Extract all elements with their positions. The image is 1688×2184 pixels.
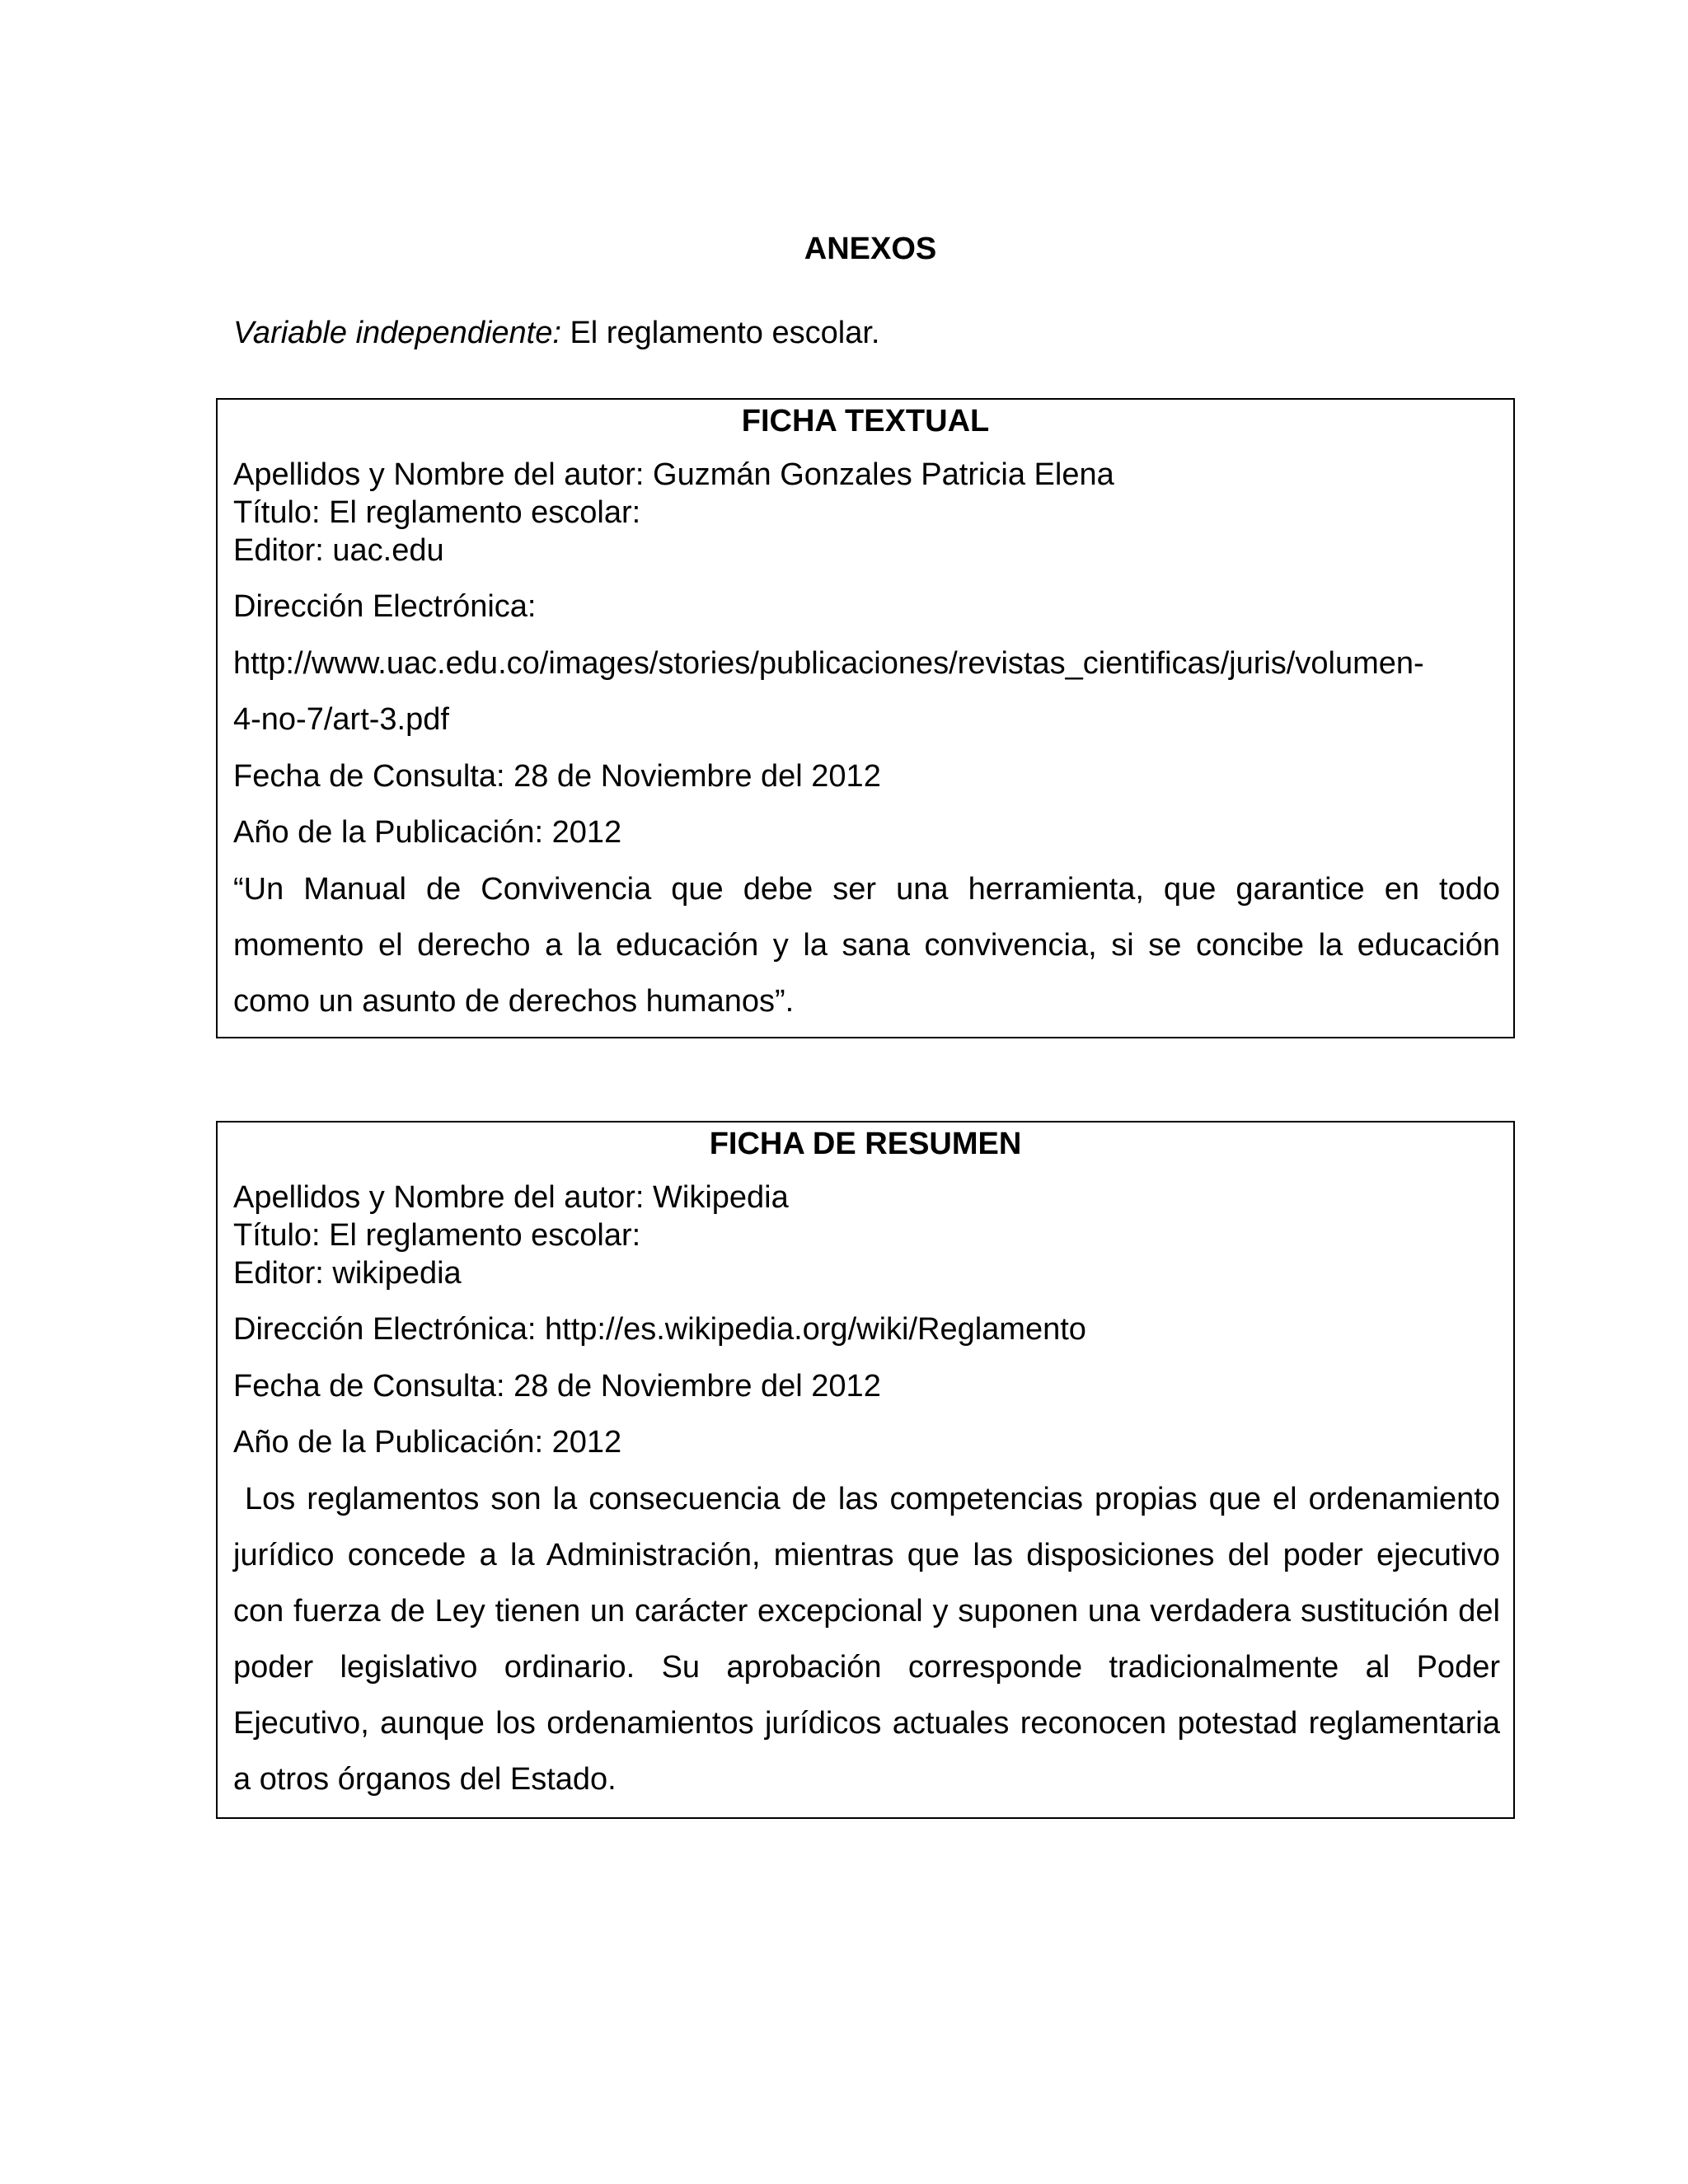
ficha-resumen-box <box>216 1121 1515 1819</box>
ficha-textual-box <box>216 398 1515 1038</box>
ficha-resumen-editor: Editor: wikipedia <box>233 1256 462 1291</box>
ficha-textual-author: Apellidos y Nombre del autor: Guzmán Gonzales Patricia Elena <box>233 457 1114 492</box>
ficha-textual-fecha: Fecha de Consulta: 28 de Noviembre del 2012 <box>233 759 881 794</box>
ficha-textual-anio: Año de la Publicación: 2012 <box>233 815 622 850</box>
ficha-textual-url-line-1: http://www.uac.edu.co/images/stories/publicaciones/revistas_cientificas/juris/volumen- <box>233 646 1424 681</box>
variable-value: El reglamento escolar. <box>560 316 880 350</box>
ficha-textual-url-line-2: 4-no-7/art-3.pdf <box>233 702 449 737</box>
ficha-resumen-contenido: Los reglamentos son la consecuencia de las competencias propias que el ordenamiento jurídico concede a la Administración, mientras que las disposiciones del poder ejecutivo con fuerza de Ley tienen un carácter excepcional y suponen una verdadera sustitución del poder legislativo ordinario. Su aprobación corresponde tradicionalmente al Poder Ejecutivo, aunque los ordenamientos jurídicos actuales reconocen potestad reglamentaria a otros órganos del Estado. <box>233 1482 1509 1797</box>
ficha-textual-titulo: Título: El reglamento escolar: <box>233 495 641 530</box>
ficha-resumen-titulo: Título: El reglamento escolar: <box>233 1218 641 1253</box>
ficha-textual-title: FICHA TEXTUAL <box>741 404 990 438</box>
ficha-textual-direccion-label: Dirección Electrónica: <box>233 589 537 624</box>
ficha-textual-contenido: “Un Manual de Convivencia que debe ser una herramienta, que garantice en todo momento el derecho a la educación y la sana convivencia, si se concibe la educación como un asunto de derechos humanos”. <box>233 872 1500 1019</box>
variable-line <box>233 313 879 353</box>
ficha-resumen-direccion: Dirección Electrónica: http://es.wikipedia.org/wiki/Reglamento <box>233 1312 1086 1347</box>
ficha-resumen-anio: Año de la Publicación: 2012 <box>233 1425 622 1460</box>
variable-label: Variable independiente: <box>233 316 561 350</box>
page-title: ANEXOS <box>804 232 937 266</box>
ficha-resumen-fecha: Fecha de Consulta: 28 de Noviembre del 2012 <box>233 1369 881 1404</box>
ficha-textual-editor: Editor: uac.edu <box>233 533 444 568</box>
ficha-resumen-title: FICHA DE RESUMEN <box>709 1127 1022 1161</box>
ficha-resumen-author: Apellidos y Nombre del autor: Wikipedia <box>233 1180 789 1215</box>
